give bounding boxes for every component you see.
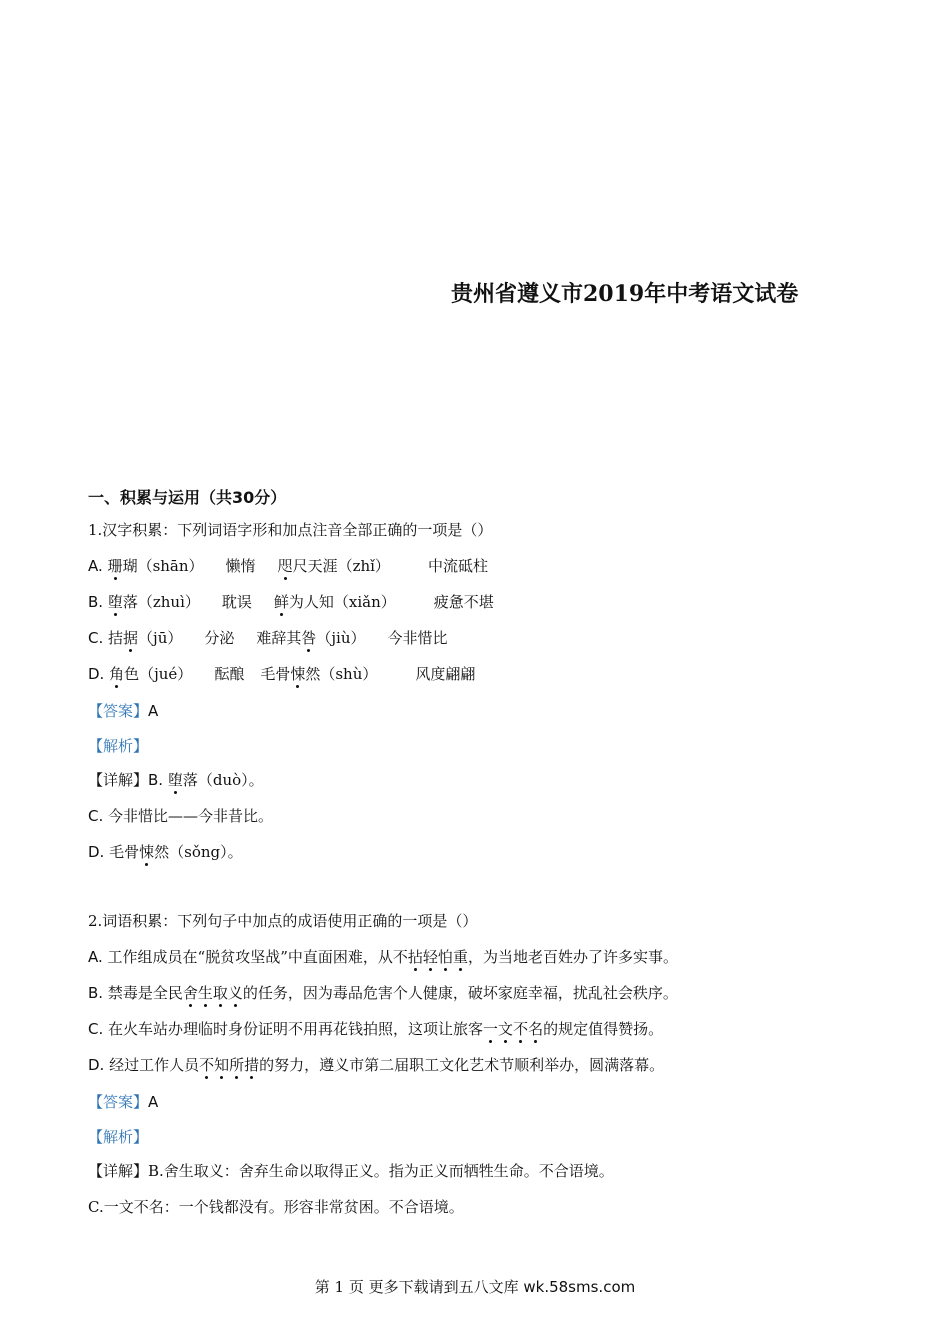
detail-text: 今非惜比——今非昔比。 (108, 807, 274, 825)
q2-detail-c: C.一文不名：一个钱都没有。形容非常贫困。不合语境。 (88, 1198, 464, 1216)
dotted-char: 堕 (107, 593, 123, 611)
option-label: D. (88, 1056, 110, 1074)
dotted-char: 生 (197, 984, 213, 1002)
option-text: 耽误 (221, 593, 252, 611)
q2-stem: 2.词语积累：下列句子中加点的成语使用正确的一项是（） (88, 912, 478, 930)
detail-label: D. (88, 843, 110, 861)
q1-detail-c (88, 806, 273, 826)
option-text: 尺天涯（zhǐ） (292, 557, 390, 575)
option-text: ，为当地老百姓办了许多实事。 (467, 948, 678, 966)
q1-option-c (88, 628, 448, 648)
footer-text: 第 1 页 更多下载请到五八文库 (314, 1278, 524, 1296)
detail-tag: 【详解】 (88, 771, 149, 789)
detail-tag: 【详解】 (88, 1162, 149, 1180)
q2-analysis-tag: 【解析】 (88, 1128, 149, 1146)
q1-detail-d (88, 842, 243, 862)
option-text: 工作组成员在“脱贫攻坚战”中直面困难，从不 (107, 948, 408, 966)
q1-option-d (88, 664, 475, 684)
option-text: 懒惰 (225, 557, 256, 575)
dotted-char: 文 (498, 1020, 514, 1038)
option-text: 中流砥柱 (427, 557, 488, 575)
detail-label: B. (148, 771, 168, 789)
option-text: 瑚（shān） (122, 557, 204, 575)
dotted-char: 咎 (301, 629, 317, 647)
option-text: 拮 (108, 629, 124, 647)
q2-option-d (88, 1055, 664, 1075)
option-text: 然（shù） (305, 665, 378, 683)
option-text: 的努力，遵义市第二届职工文化艺术节顺利举办，圆满落幕。 (259, 1056, 665, 1074)
detail-text: 落（duò）。 (182, 771, 264, 789)
answer-value: A (148, 702, 159, 720)
dotted-char: 不 (199, 1056, 215, 1074)
option-text: 经过工作人员 (109, 1056, 200, 1074)
dotted-char: 悚 (290, 665, 306, 683)
option-label: B. (88, 984, 108, 1002)
q2-option-c (88, 1019, 663, 1039)
dotted-char: 知 (214, 1056, 230, 1074)
answer-tag: 【答案】 (88, 1093, 149, 1111)
dotted-char: 重 (452, 948, 468, 966)
dotted-char: 一 (483, 1020, 499, 1038)
option-label: A. (88, 948, 108, 966)
option-label: C. (88, 629, 109, 647)
option-text: 分泌 (204, 629, 235, 647)
q2-answer (88, 1092, 158, 1112)
dotted-char: 咫 (277, 557, 293, 575)
dotted-char: 轻 (422, 948, 438, 966)
dotted-char: 不 (513, 1020, 529, 1038)
option-text: 的规定值得赞扬。 (543, 1020, 664, 1038)
option-text: 在火车站办理临时身份证明不用再花钱拍照，这项让旅客 (108, 1020, 484, 1038)
option-text: 风度翩翩 (415, 665, 476, 683)
footer-link[interactable]: wk.58sms.com (523, 1278, 636, 1296)
q2-detail (88, 1161, 614, 1181)
dotted-char: 堕 (167, 771, 183, 789)
option-text: 的任务，因为毒品危害个人健康，破坏家庭幸福，扰乱社会秩序。 (242, 984, 678, 1002)
dotted-char: 义 (227, 984, 243, 1002)
q1-answer (88, 701, 158, 721)
option-text: 毛骨 (260, 665, 291, 683)
section-heading: 一、积累与运用（共30分） (88, 488, 287, 507)
q1-stem: 1.汉字积累：下列词语字形和加点注音全部正确的一项是（） (88, 521, 493, 539)
option-text: （jiù） (316, 629, 366, 647)
dotted-char: 怕 (437, 948, 453, 966)
detail-label: C. (88, 807, 109, 825)
dotted-char: 取 (212, 984, 228, 1002)
page-title: 贵州省遵义市2019年中考语文试卷 (451, 281, 799, 307)
dotted-char: 名 (528, 1020, 544, 1038)
dotted-char: 舍 (182, 984, 198, 1002)
option-text: 疲惫不堪 (433, 593, 494, 611)
dotted-char: 珊 (107, 557, 123, 575)
detail-text: B.舍生取义：舍弃生命以取得正义。指为正义而牺牲生命。不合语境。 (148, 1162, 614, 1180)
option-text: 酝酿 (214, 665, 245, 683)
dotted-char: 所 (229, 1056, 245, 1074)
q1-detail (88, 770, 264, 790)
dotted-char: 鲜 (273, 593, 289, 611)
dotted-char: 措 (244, 1056, 260, 1074)
page-footer (0, 1276, 950, 1297)
answer-tag: 【答案】 (88, 702, 149, 720)
dotted-char: 角 (109, 665, 125, 683)
option-label: C. (88, 1020, 109, 1038)
option-label: D. (88, 665, 110, 683)
dotted-char: 据 (123, 629, 139, 647)
detail-text: 毛骨 (109, 843, 140, 861)
dotted-char: 拈 (407, 948, 423, 966)
detail-text: 然（sǒng）。 (154, 843, 243, 861)
option-text: 禁毒是全民 (107, 984, 183, 1002)
q2-option-a (88, 947, 678, 967)
option-label: B. (88, 593, 108, 611)
q1-option-b (88, 592, 494, 612)
option-text: 为人知（xiǎn） (288, 593, 396, 611)
option-text: 难辞其 (256, 629, 302, 647)
option-text: 今非惜比 (387, 629, 448, 647)
answer-value: A (148, 1093, 159, 1111)
option-text: 色（jué） (124, 665, 193, 683)
option-text: 落（zhuì） (122, 593, 200, 611)
option-label: A. (88, 557, 108, 575)
q1-option-a (88, 556, 488, 576)
dotted-char: 悚 (139, 843, 155, 861)
q2-option-b (88, 983, 678, 1003)
q1-analysis-tag: 【解析】 (88, 737, 149, 755)
option-text: （jū） (138, 629, 183, 647)
